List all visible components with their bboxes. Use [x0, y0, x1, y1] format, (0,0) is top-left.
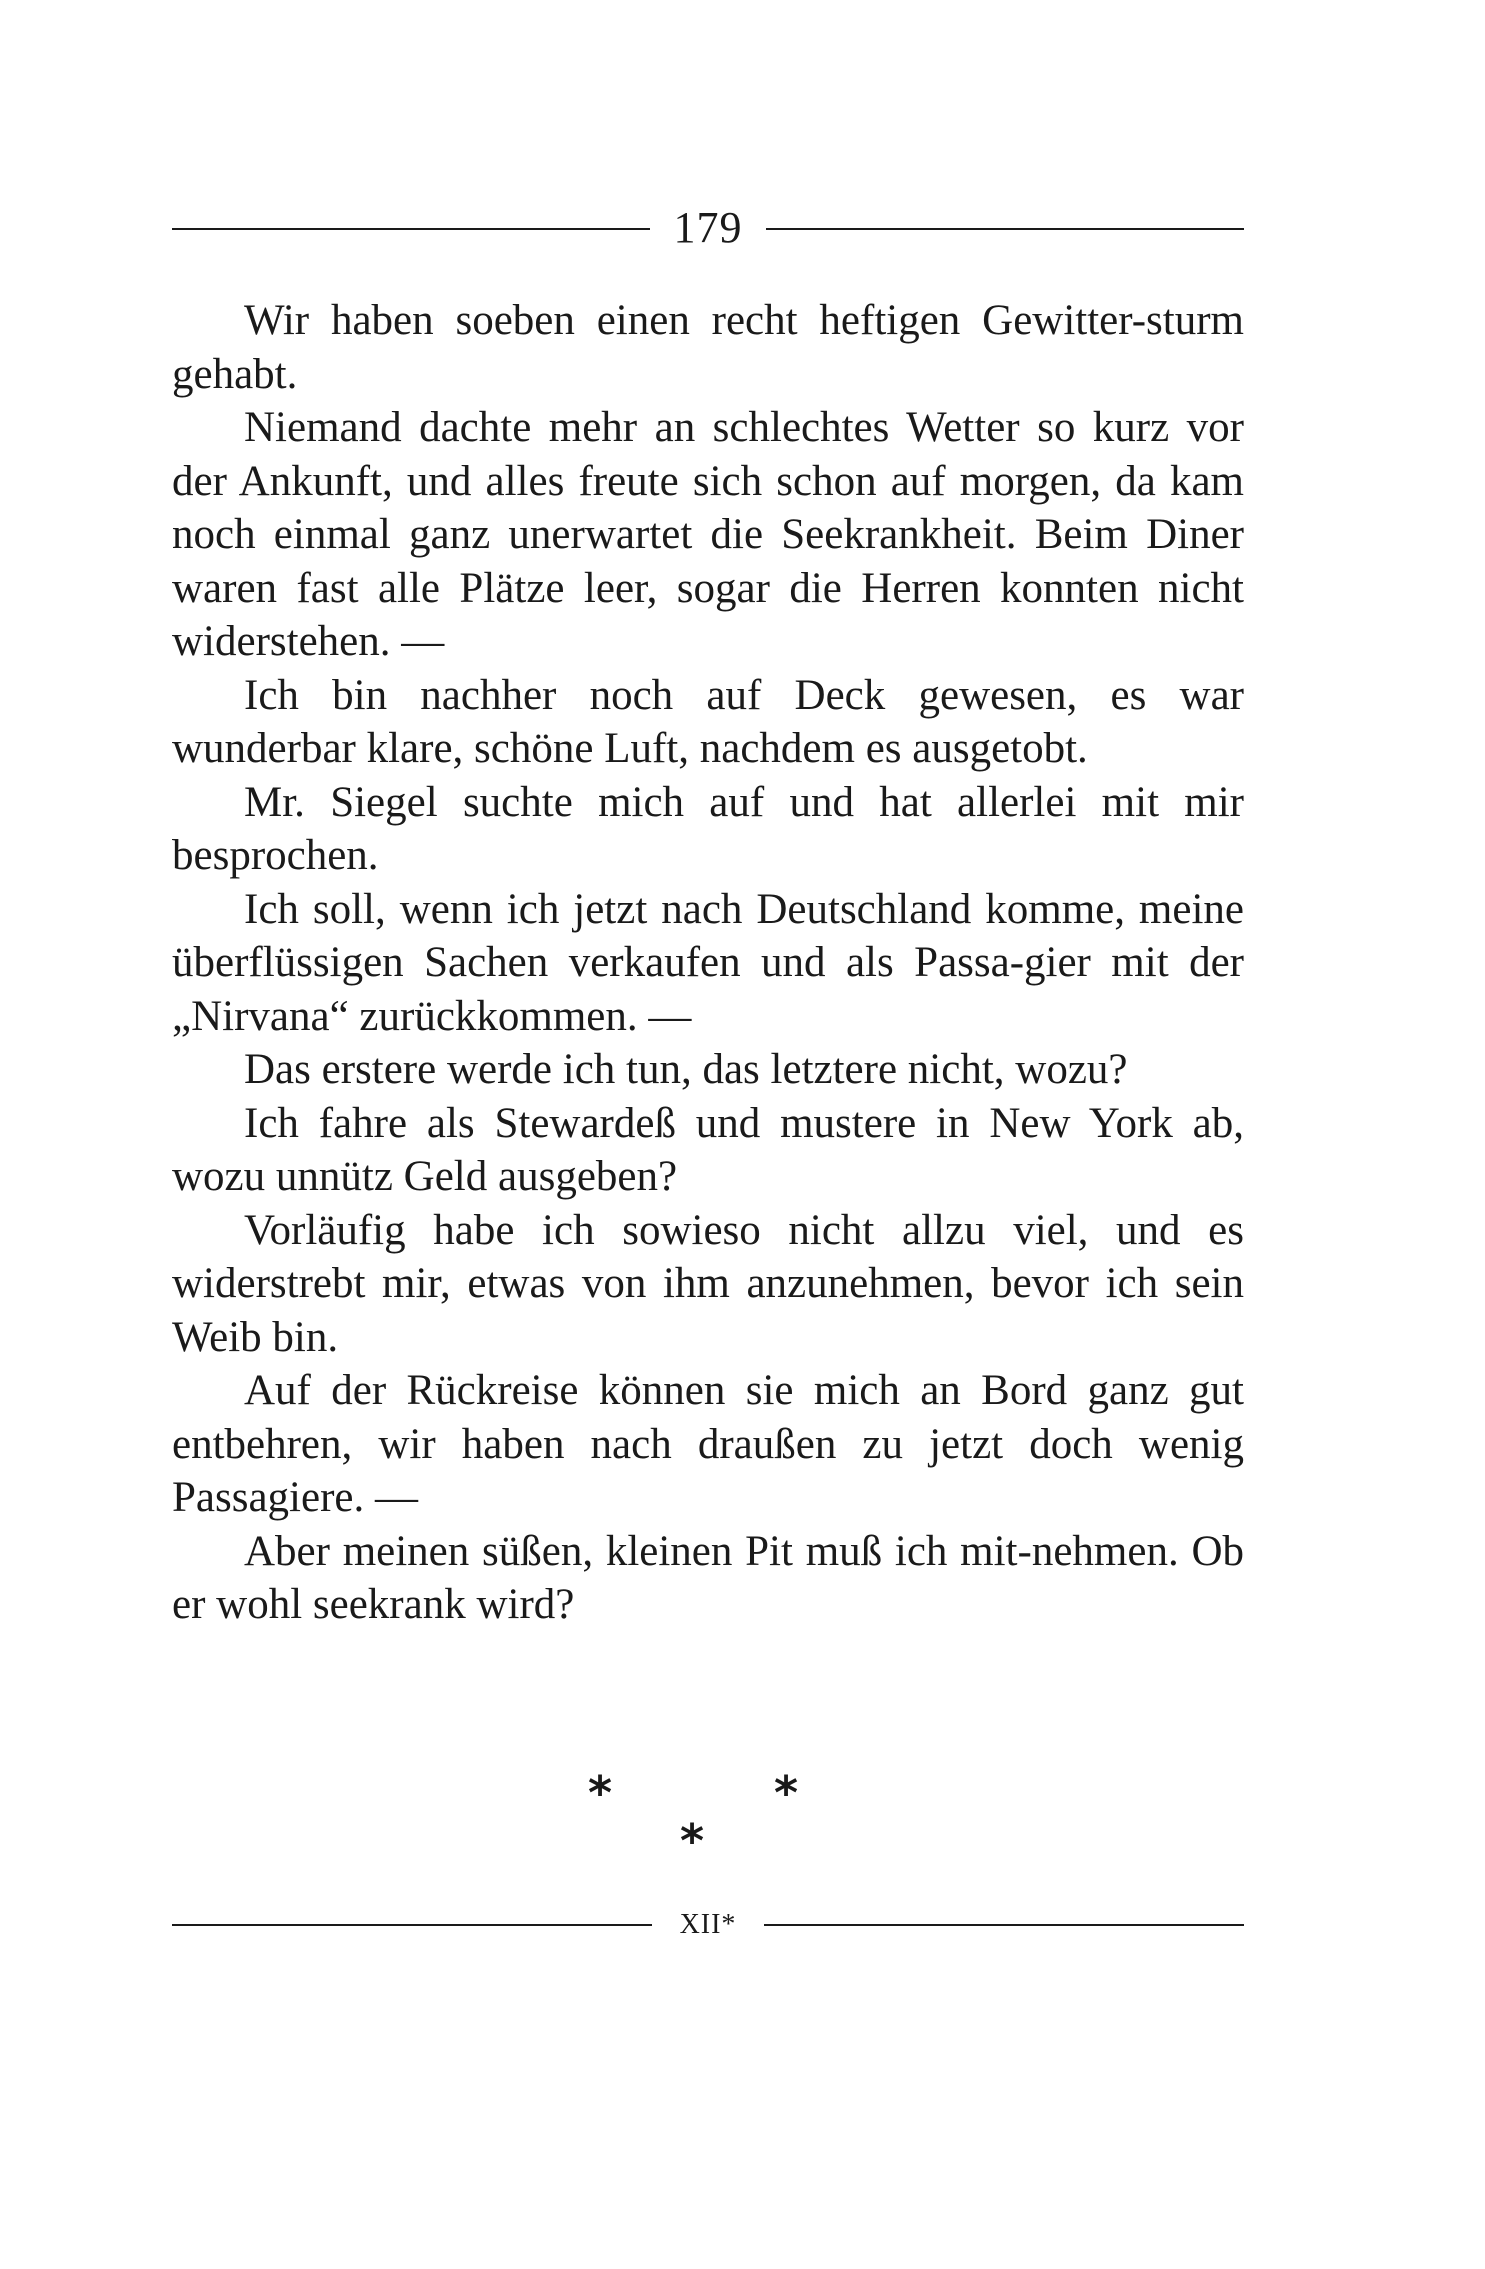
- paragraph-5: Ich soll, wenn ich jetzt nach Deutschland komme, meine überflüssigen Sachen verkaufen und als Passa-gier mit der „Nirvana“ zurückkommen. —: [172, 885, 1244, 1040]
- paragraph-10: Aber meinen süßen, kleinen Pit muß ich mit-nehmen. Ob er wohl seekrank wird?: [172, 1527, 1244, 1628]
- header-rule-right: [766, 228, 1244, 230]
- page-header: [172, 198, 1244, 258]
- asterism-ornament: [560, 1766, 840, 1880]
- asterisk-icon: *: [588, 1766, 613, 1820]
- paragraph-9: Auf der Rückreise können sie mich an Bord ganz gut entbehren, wir haben nach draußen zu jetzt doch wenig Passagiere. —: [172, 1367, 1244, 1521]
- footer-rule-right: [764, 1924, 1244, 1926]
- asterisk-icon: *: [774, 1766, 799, 1820]
- paragraph-6: Das erstere werde ich tun, das letztere nicht, wozu?: [244, 1046, 1128, 1093]
- asterisk-icon: *: [680, 1814, 705, 1868]
- header-rule-left: [172, 228, 650, 230]
- paragraph-8: Vorläufig habe ich sowieso nicht allzu viel, und es widerstrebt mir, etwas von ihm anzunehmen, bevor ich sein Weib bin.: [172, 1206, 1244, 1361]
- paragraph-3: Ich bin nachher noch auf Deck gewesen, es war wunderbar klare, schöne Luft, nachdem es ausgetobt.: [172, 671, 1244, 772]
- page-number: 179: [673, 203, 743, 252]
- paragraph-7: Ich fahre als Stewardeß und mustere in New York ab, wozu unnütz Geld ausgeben?: [172, 1099, 1244, 1200]
- paragraph-2: Niemand dachte mehr an schlechtes Wetter so kurz vor der Ankunft, und alles freute sich schon auf morgen, da kam noch einmal ganz unerwartet die Seekrankheit. Beim Diner waren fast alle Plätze leer, sogar die Herren konnten nicht widerstehen. —: [172, 404, 1244, 665]
- body-text: [172, 294, 1244, 1632]
- footer-rule-left: [172, 1924, 652, 1926]
- page-footer: [172, 1900, 1244, 1950]
- printer-signature: XII*: [679, 1909, 737, 1940]
- paragraph-4: Mr. Siegel suchte mich auf und hat allerlei mit mir besprochen.: [172, 778, 1244, 879]
- paragraph-1: Wir haben soeben einen recht heftigen Gewitter-sturm gehabt.: [172, 297, 1244, 398]
